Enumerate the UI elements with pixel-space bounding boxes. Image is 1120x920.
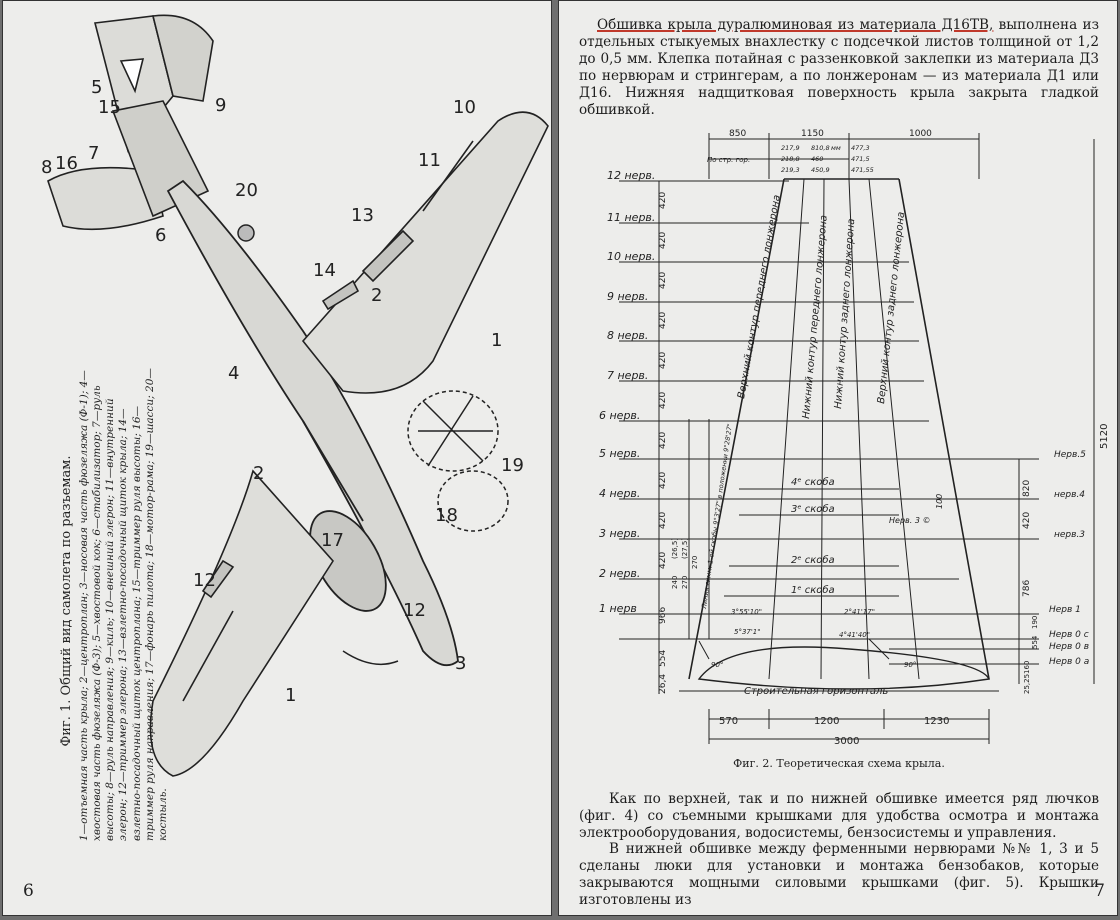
left-rib-labels: [599, 169, 655, 615]
total-height: 5120: [1099, 423, 1110, 449]
right-rib-0b: Нерв 0 в: [1049, 642, 1090, 652]
svg-text:554: 554: [1031, 635, 1039, 649]
spar-label-4: Верхний контур заднего лонжерона: [876, 211, 908, 405]
callout-12: 12: [193, 570, 216, 591]
right-rib-4: нерв.4: [1054, 490, 1086, 500]
figure-2-caption: Фиг. 2. Теоретическая схема крыла.: [733, 757, 945, 770]
svg-text:240: 240: [671, 575, 679, 589]
svg-text:477,3: 477,3: [851, 144, 870, 152]
page-number-left: 6: [23, 881, 34, 901]
brace-4-label: 4ᵉ скоба: [791, 477, 835, 488]
svg-text:25,25: 25,25: [1023, 673, 1031, 694]
callout-13: 13: [351, 205, 374, 226]
rib-8-label: 8 нерв.: [607, 329, 649, 342]
figure-1-title: Фиг. 1. Общий вид самолета по разъемам.: [59, 455, 74, 747]
svg-text:460: 460: [811, 155, 824, 163]
rib-9-label: 9 нерв.: [607, 290, 649, 303]
top-table-label: По стр. гор.: [707, 156, 751, 164]
paragraph-fuel-tanks: В нижней обшивке между ферменными нервюрами №№ 1, 3 и 5 сделаны люки для установки и монтажа бензобаков, которые закрываются мощными силовыми крышками (фиг. 5). Крышки изготовлены из: [579, 841, 1099, 908]
svg-text:450,9: 450,9: [811, 166, 830, 174]
svg-text:90°: 90°: [904, 661, 917, 669]
svg-text:420: 420: [1022, 511, 1032, 529]
svg-text:217,9: 217,9: [781, 144, 800, 152]
callout-3: 3: [455, 653, 467, 674]
svg-text:(27,5): (27,5): [681, 537, 689, 559]
svg-text:219,3: 219,3: [781, 166, 800, 174]
svg-text:420: 420: [658, 511, 668, 529]
wing-diagram: [559, 119, 1118, 759]
svg-text:420: 420: [658, 311, 668, 329]
callout-12b: 12: [403, 600, 426, 621]
callout-5: 5: [91, 77, 103, 98]
svg-text:810,8: 810,8: [811, 144, 830, 152]
svg-text:420: 420: [658, 191, 668, 209]
right-dims: [1022, 424, 1110, 694]
rib3-note: Нерв. 3 ©: [889, 516, 931, 525]
callout-1: 1: [491, 330, 503, 351]
right-rib-5: Нерв.5: [1054, 450, 1086, 460]
brace-2-label: 2ᵉ скоба: [791, 555, 835, 566]
rib-10-label: 10 нерв.: [607, 250, 656, 263]
construction-line-label: Строительная горизонталь: [744, 686, 889, 697]
callout-2b: 2: [253, 463, 265, 484]
svg-text:420: 420: [658, 231, 668, 249]
svg-text:420: 420: [658, 351, 668, 369]
bottom-dim-1230: 1230: [924, 716, 950, 727]
rib-spacings: [658, 192, 699, 694]
svg-text:3°55'10": 3°55'10": [731, 608, 762, 616]
paragraph-skin-rest: выполнена из отдельных стыкуемых внахлестку с подсечкой листов толщиной от 1,2 до 0,5 мм. Клепка потайная с раззенковкой заклепки из материала Д3 по нервюрам и стрингерам, а по лонжеронам — из материала Д1 или Д16. Нижняя надщитковая поверхность крыла закрыта гладкой обшивкой.: [579, 17, 1099, 118]
callout-6: 6: [155, 225, 167, 246]
svg-text:420: 420: [658, 471, 668, 489]
figure-1-caption: [59, 361, 170, 841]
top-dim-2: 1150: [801, 129, 824, 139]
svg-text:471,55: 471,55: [851, 166, 874, 174]
callout-18: 18: [435, 505, 458, 526]
svg-text:5°37'1": 5°37'1": [734, 628, 761, 636]
rib-4-label: 4 нерв.: [599, 487, 641, 500]
svg-text:420: 420: [658, 271, 668, 289]
callout-1b: 1: [285, 685, 297, 706]
callout-8: 8: [41, 157, 53, 178]
spar-label-1: Верхний контур переднего лонжерона: [736, 194, 783, 400]
bottom-dim-570: 570: [719, 716, 739, 727]
paragraph-hatches: Как по верхней, так и по нижней обшивке имеется ряд лючков (фиг. 4) со съемными крышками для удобства осмотра и монтажа электрооборудования, водосистемы, бензосистемы и управления.: [579, 791, 1099, 841]
svg-text:786: 786: [1022, 579, 1032, 597]
page-number-right: 7: [1094, 881, 1105, 901]
total-span: 3000: [834, 736, 860, 747]
left-wing: [151, 471, 334, 776]
svg-text:820: 820: [1022, 479, 1032, 497]
left-dim-554: 554: [658, 649, 668, 667]
rib-2-label: 2 нерв.: [599, 567, 641, 580]
brace-1-label: 1ᵉ скоба: [791, 585, 835, 596]
svg-text:471,5: 471,5: [851, 155, 870, 163]
svg-text:(26,5): (26,5): [671, 537, 679, 559]
svg-text:270: 270: [681, 575, 689, 589]
svg-text:420: 420: [658, 551, 668, 569]
right-rib-0c: Нерв 0 с: [1049, 630, 1089, 640]
rib-1-label: 1 нерв: [599, 602, 637, 615]
svg-text:420: 420: [658, 391, 668, 409]
right-page: [558, 0, 1118, 916]
brace-3-label: 3ᵉ скоба: [791, 504, 835, 515]
callout-9: 9: [215, 95, 227, 116]
figure-1-legend: 1—отъемная часть крыла; 2—центроплан; 3—носовая часть фюзеляжа (Ф-1); 4—хвостовая часть фюзеляжа (Ф-3); 5—хвостовой кок; 6—стабилизатор; 7—руль высоты; 8—руль направления; 9—киль; 10—внешний элерон; 11—внутренний элерон; 12—триммер элерона; 13—взлетно-посадочный щиток крыла; 14—взлетно-посадочный щиток центроплана; 15—триммер руля высоты; 16—триммер руля направления; 17—фонарь пилота; 18—мотор-рама; 19—шасси; 20—костыль.: [78, 368, 169, 841]
svg-text:190: 190: [1031, 615, 1039, 629]
callout-19: 19: [501, 455, 524, 476]
callout-20: 20: [235, 180, 258, 201]
right-rib-3: нерв.3: [1054, 530, 1086, 540]
top-dim-1: 850: [729, 129, 747, 139]
rib-3-label: 3 нерв.: [599, 527, 641, 540]
top-dim-3: 1000: [909, 129, 932, 139]
svg-text:270: 270: [691, 555, 699, 569]
spar-label-3: Нижний контур заднего лонжерона: [833, 218, 858, 410]
callout-15: 15: [98, 97, 121, 118]
rib-6-label: 6 нерв.: [599, 409, 641, 422]
callout-11: 11: [418, 150, 441, 171]
left-dim-966: 966: [658, 606, 668, 624]
svg-text:90°: 90°: [711, 661, 724, 669]
right-rib-labels: [1049, 450, 1089, 667]
svg-text:4°41'40": 4°41'40": [839, 631, 870, 639]
paragraph-skin: [579, 17, 1099, 119]
svg-text:2°41'17": 2°41'17": [844, 608, 875, 616]
callout-7: 7: [88, 143, 100, 164]
svg-text:420: 420: [658, 431, 668, 449]
left-page: [2, 0, 552, 916]
svg-text:мм: мм: [831, 144, 841, 152]
right-rib-1: Нерв 1: [1049, 605, 1081, 615]
rib-12-label: 12 нерв.: [607, 169, 656, 182]
bottom-dim-1200: 1200: [814, 716, 840, 727]
rib-7-label: 7 нерв.: [607, 369, 649, 382]
spar-label-2: Нижний контур переднего лонжерона: [801, 214, 830, 420]
dim-100: 100: [935, 493, 944, 509]
rib-5-label: 5 нерв.: [599, 447, 641, 460]
left-dim-264: 26,4: [658, 673, 668, 694]
callout-4: 4: [228, 363, 240, 384]
callout-17: 17: [321, 530, 344, 551]
rib-11-label: 11 нерв.: [607, 211, 656, 224]
svg-text:218,8: 218,8: [781, 155, 800, 163]
svg-text:160: 160: [1023, 660, 1031, 674]
callout-16: 16: [55, 153, 78, 174]
underlined-phrase: Обшивка крыла дуралюминовая из материала Д16ТВ,: [597, 17, 994, 33]
right-rib-0a: Нерв 0 а: [1049, 657, 1090, 667]
callout-14: 14: [313, 260, 336, 281]
brace-labels: [791, 476, 944, 596]
rotated-note: Линия симм. 1-ой скобы 9°3'27" в положении 9°28'27": [700, 423, 734, 610]
callout-2: 2: [371, 285, 383, 306]
callout-10: 10: [453, 97, 476, 118]
